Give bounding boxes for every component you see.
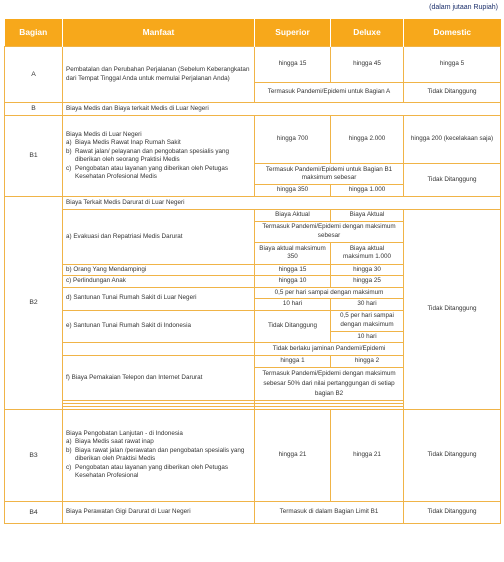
a-superior: hingga 15	[255, 47, 331, 83]
b2-evac-deluxe: Biaya Aktual	[331, 210, 404, 222]
b2-child-superior: hingga 10	[255, 276, 331, 288]
b2-cash-abroad-deluxe: 30 hari	[331, 299, 404, 311]
b2-companion-label: b) Orang Yang Mendampingi	[63, 264, 255, 276]
header-row	[5, 19, 501, 47]
b2-phone-pandemic: Termasuk Pandemi/Epidemi dengan maksimum sebesar 50% dari nilai pertanggungan di setiap bagian B2	[255, 367, 404, 400]
b2-companion-superior: hingga 15	[255, 264, 331, 276]
b2-evac-pandemic-superior: Biaya aktual maksimum 350	[255, 242, 331, 264]
col-header-domestic: Domestic	[404, 19, 501, 47]
benefit-table	[4, 19, 501, 524]
a-domestic-pandemic: Tidak Ditanggung	[404, 83, 501, 103]
b2-cash-indonesia-superior: Tidak Ditanggung	[255, 310, 331, 343]
list-item: a) Biaya Medis Rawat Inap Rumah Sakit	[66, 139, 181, 146]
list-item: b) Rawat jalan/ pelayanan dan pengobatan spesialis yang diberikan oleh seorang Praktisi Medis	[66, 147, 230, 163]
col-header-superior: Superior	[255, 19, 331, 47]
b2-evac-pandemic-deluxe: Biaya aktual maksimum 1.000	[331, 242, 404, 264]
b2-blank-label	[63, 343, 255, 356]
a-domestic: hingga 5	[404, 47, 501, 83]
a-deluxe: hingga 45	[331, 47, 404, 83]
list-item: c) Pengobatan atau layanan yang diberikan oleh Petugas Kesehatan Profesional	[66, 463, 228, 480]
b2-evac-pandemic: Termasuk Pandemi/Epidemi dengan maksimum sebesar	[255, 221, 404, 242]
col-header-manfaat: Manfaat	[63, 19, 255, 47]
b2-child-deluxe: hingga 25	[331, 276, 404, 288]
b2-evac-label: a) Evakuasi dan Repatriasi Medis Darurat	[63, 210, 255, 265]
b3-superior: hingga 21	[255, 409, 331, 501]
b2-phone-superior: hingga 1	[255, 356, 331, 368]
b4-domestic: Tidak Ditanggung	[404, 501, 501, 523]
b2-title: Biaya Terkait Medis Darurat di Luar Negeri	[63, 197, 501, 210]
b2-evac-superior: Biaya Aktual	[255, 210, 331, 222]
b1-domestic-pandemic: Tidak Ditanggung	[404, 164, 501, 197]
section-code-b1: B1	[5, 116, 63, 197]
b1-pandemic: Termasuk Pandemi/Epidemi untuk Bagian B1 maksimum sebesar	[255, 164, 404, 185]
b2-cash-abroad-label: d) Santunan Tunai Rumah Sakit di Luar Negeri	[63, 287, 255, 310]
currency-note: (dalam jutaan Rupiah)	[429, 4, 498, 11]
benefit-a: Pembatalan dan Perubahan Perjalanan (Sebelum Keberangkatan dari Tempat Tinggal Anda untuk memulai Perjalanan Anda)	[63, 47, 255, 103]
benefit-b: Biaya Medis dan Biaya terkait Medis di Luar Negeri	[63, 103, 501, 116]
section-code-b4: B4	[5, 501, 63, 523]
b1-pandemic-superior: hingga 350	[255, 185, 331, 197]
section-code-b2: B2	[5, 197, 63, 410]
b2-cash-indonesia-label: e) Santunan Tunai Rumah Sakit di Indonesia	[63, 310, 255, 343]
b1-list	[66, 139, 251, 182]
col-header-deluxe: Deluxe	[331, 19, 404, 47]
b2-cash-indonesia-days: 10 hari	[331, 331, 404, 343]
b3-title: Biaya Pengobatan Lanjutan - di Indonesia	[66, 429, 183, 437]
list-item: a) Biaya Medis saat rawat inap	[66, 438, 154, 446]
benefit-b1	[63, 116, 255, 197]
b2-child-label: c) Perlindungan Anak	[63, 276, 255, 288]
section-code-b3: B3	[5, 409, 63, 501]
b2-domestic: Tidak Ditanggung	[404, 210, 501, 410]
b1-title: Biaya Medis di Luar Negeri	[66, 130, 142, 138]
b2-phone-label: f) Biaya Pemakaian Telepon dan Internet Darurat	[63, 356, 255, 401]
col-header-bagian: Bagian	[5, 19, 63, 47]
b1-domestic: hingga 200 (kecelakaan saja)	[404, 116, 501, 164]
b2-cash-indonesia-deluxe: 0,5 per hari sampai dengan maksimum	[331, 310, 404, 331]
b4-limit: Termasuk di dalam Bagian Limit B1	[255, 501, 404, 523]
list-item: b) Biaya rawat jalan /perawatan dan pengobatan spesialis yang diberikan oleh Praktisi Medis	[66, 446, 245, 463]
b2-cash-abroad-max: 0,5 per hari sampai dengan maksimum	[255, 287, 404, 299]
benefit-b4: Biaya Perawatan Gigi Darurat di Luar Negeri	[63, 501, 255, 523]
benefit-b3	[63, 409, 255, 501]
b3-deluxe: hingga 21	[331, 409, 404, 501]
a-pandemic: Termasuk Pandemi/Epidemi untuk Bagian A	[255, 83, 404, 103]
b2-companion-deluxe: hingga 30	[331, 264, 404, 276]
b3-domestic: Tidak Ditanggung	[404, 409, 501, 501]
b3-list	[66, 438, 251, 481]
section-code-b: B	[5, 103, 63, 116]
list-item: c) Pengobatan atau layanan yang diberikan oleh Petugas Kesehatan Profesional Medis	[66, 164, 228, 180]
section-code-a: A	[5, 47, 63, 103]
b1-deluxe: hingga 2.000	[331, 116, 404, 164]
b2-phone-deluxe: hingga 2	[331, 356, 404, 368]
b2-cash-abroad-superior: 10 hari	[255, 299, 331, 311]
b2-no-pandemic: Tidak berlaku jaminan Pandemi/Epidemi	[255, 343, 404, 356]
b1-superior: hingga 700	[255, 116, 331, 164]
b1-pandemic-deluxe: hingga 1.000	[331, 185, 404, 197]
